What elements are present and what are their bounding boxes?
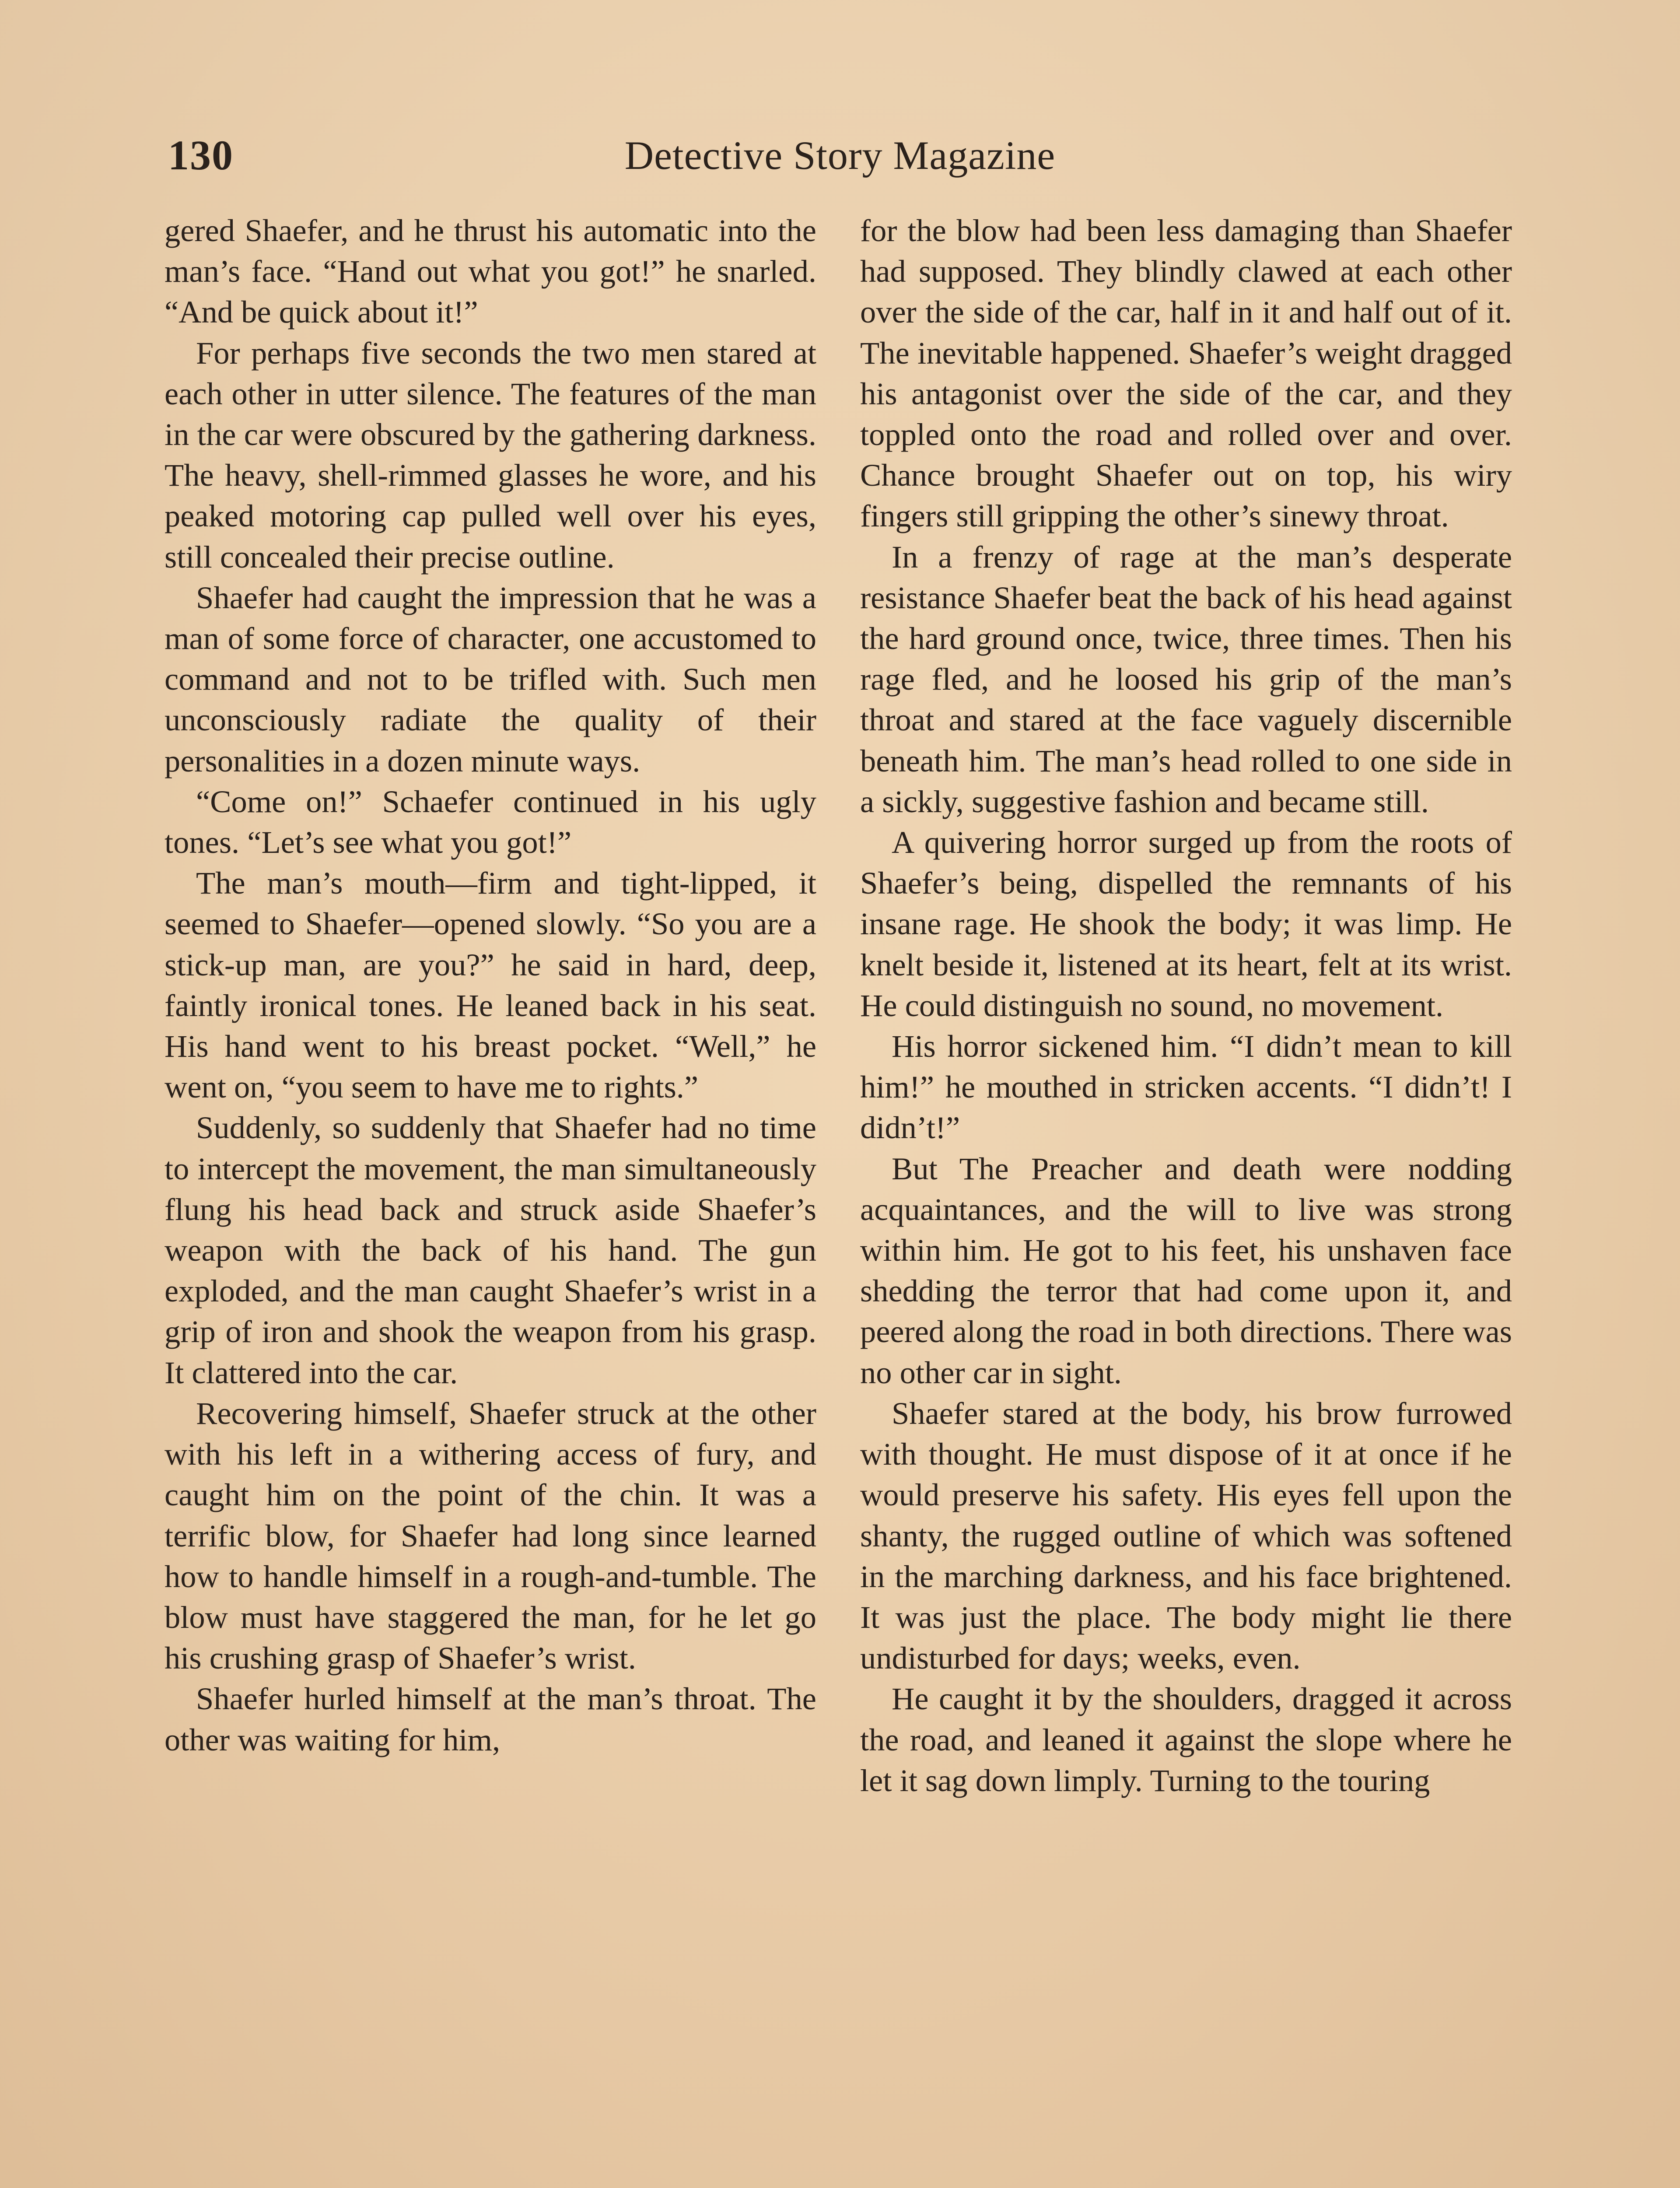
paragraph: He caught it by the shoulders, dragged it across the road, and leaned it against the slope where he let it sag down limply. Turning to the touring <box>860 1681 1512 1798</box>
paragraph: In a frenzy of rage at the man’s desperate resistance Shaefer beat the back of his head against the hard ground once, twice, three times. Then his rage fled, and he loosed his grip of the man’s throat and stared at the face vaguely discernible beneath him. The man’s head rolled to one side in a sickly, suggestive fashion and became still. <box>860 539 1512 819</box>
paragraph: His horror sickened him. “I didn’t mean to kill him!” he mouthed in stricken accents. “I didn’t! I didn’t!” <box>860 1028 1512 1146</box>
paragraph: For perhaps five seconds the two men stared at each other in utter silence. The features of the man in the car were obscured by the gathering darkness. The heavy, shell-rimmed glasses he wore, and his peaked motoring cap pulled well over his eyes, still concealed their precise outline. <box>164 335 816 575</box>
paragraph: Shaefer had caught the impression that he was a man of some force of character, one accustomed to command and not to be trifled with. Such men unconsciously radiate the quality of their personalities in a dozen minute ways. <box>164 579 816 778</box>
paragraph: Shaefer stared at the body, his brow furrowed with thought. He must dispose of it at once if he would preserve his safety. His eyes fell upon the shanty, the rugged outline of which was softened in the marching darkness, and his face brightened. It was just the place. The body might lie there undisturbed for days; weeks, even. <box>860 1395 1512 1676</box>
paragraph: gered Shaefer, and he thrust his automatic into the man’s face. “Hand out what you got!” he snarled. “And be quick about it!” <box>164 213 816 330</box>
paragraph: A quivering horror surged up from the roots of Shaefer’s being, dispelled the remnants of his insane rage. He shook the body; it was limp. He knelt beside it, listened at its heart, felt at its wrist. He could distinguish no sound, no movement. <box>860 824 1512 1023</box>
paragraph: But The Preacher and death were nodding acquaintances, and the will to live was strong within him. He got to his feet, his unshaven face shedding the terror that had come upon it, and peered along the road in both directions. There was no other car in sight. <box>860 1150 1512 1390</box>
paragraph: Suddenly, so suddenly that Shaefer had no time to intercept the movement, the man simultaneously flung his head back and struck aside Shaefer’s weapon with the back of his hand. The gun exploded, and the man caught Shaefer’s wrist in a grip of iron and shook the weapon from his grasp. It clattered into the car. <box>164 1110 816 1390</box>
page-number: 130 <box>168 132 234 179</box>
paragraph: for the blow had been less damaging than Shaefer had supposed. They blindly clawed at each other over the side of the car, half in it and half out of it. The inevitable happened. Shaefer’s weight dragged his antagonist over the side of the car, and they toppled onto the road and rolled over and over. Chance brought Shaefer out on top, his wiry fingers still gripping the other’s sinewy throat. <box>860 213 1512 534</box>
left-column <box>164 210 816 1760</box>
paragraph: The man’s mouth—firm and tight-lipped, it seemed to Shaefer—opened slowly. “So you are a stick-up man, are you?” he said in hard, deep, faintly ironical tones. He leaned back in his seat. His hand went to his breast pocket. “Well,” he went on, “you seem to have me to rights.” <box>164 865 816 1105</box>
running-title: Detective Story Magazine <box>624 133 1056 178</box>
page-header <box>168 127 1512 184</box>
paragraph: Shaefer hurled himself at the man’s throat. The other was waiting for him, <box>164 1681 816 1757</box>
paragraph: “Come on!” Schaefer continued in his ugly tones. “Let’s see what you got!” <box>164 783 816 860</box>
paragraph: Recovering himself, Shaefer struck at the other with his left in a withering access of fury, and caught him on the point of the chin. It was a terrific blow, for Shaefer had long since learned how to handle himself in a rough-and-tumble. The blow must have staggered the man, for he let go his crushing grasp of Shaefer’s wrist. <box>164 1395 816 1676</box>
right-column <box>860 210 1512 1801</box>
